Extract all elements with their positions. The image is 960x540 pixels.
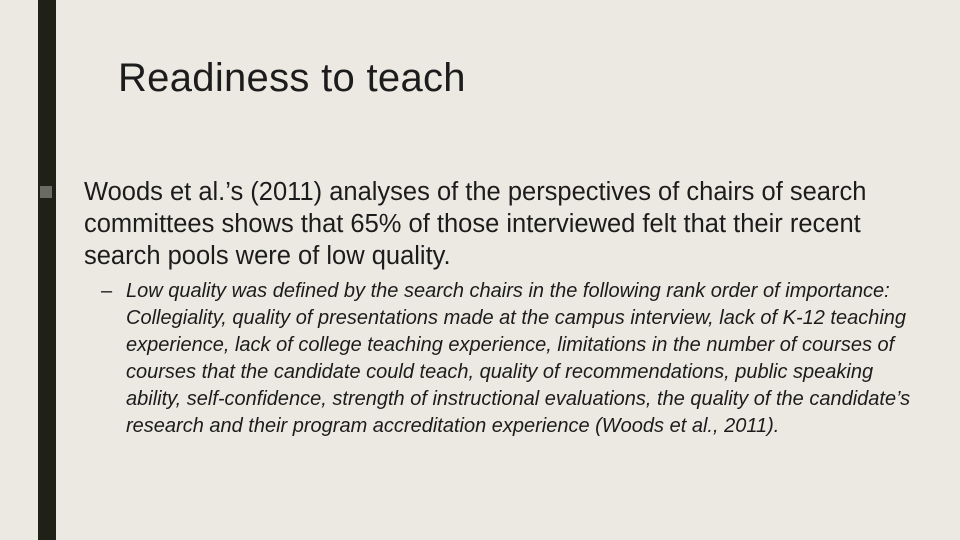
accent-bar — [38, 0, 56, 540]
bullet-marker — [40, 186, 52, 198]
slide-title: Readiness to teach — [118, 56, 466, 100]
sub-bullet-dash: – — [101, 280, 113, 302]
bullet-text: Woods et al.’s (2011) analyses of the perspectives of chairs of search committees shows that 65% of those interviewed felt that their recent search pools were of low quality. — [84, 178, 867, 270]
sub-bullet-text: Low quality was defined by the search chairs in the following rank order of importance: Collegiality, quality of presentations made at the campus interview, lack of K-12 teaching experience, lack of college teaching experience, limitations in the number of courses of courses that the candidate could teach, quality of recommendations, public speaking ability, self-confidence, strength of instructional evaluations, the quality of the candidate’s research and their program accreditation experience (Woods et al., 2011). — [126, 280, 911, 437]
